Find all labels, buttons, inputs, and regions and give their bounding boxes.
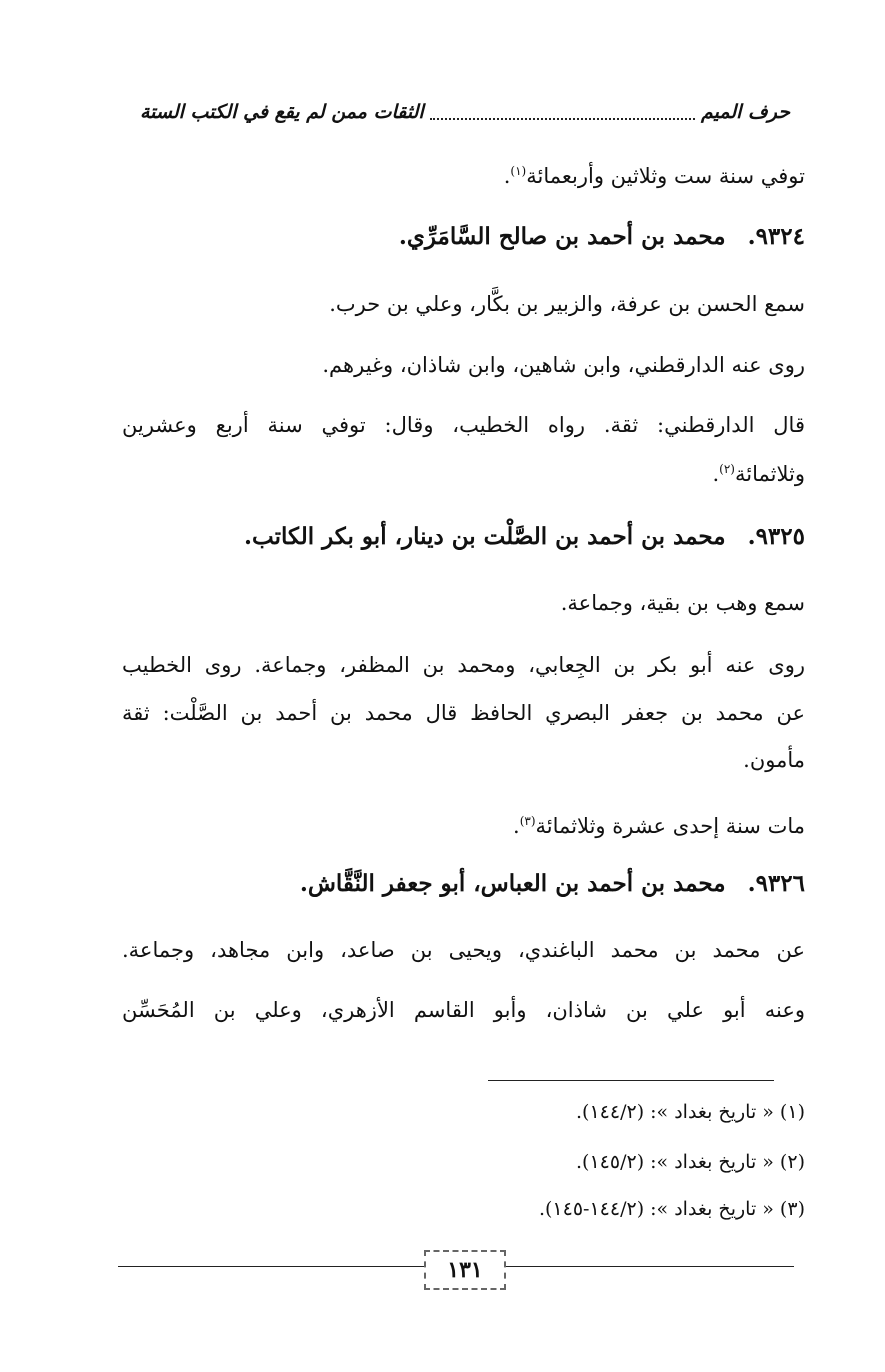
text-line: سمع وهب بن بقية، وجماعة. (560, 591, 805, 615)
text-line: روى عنه أبو بكر بن الجِعابي، ومحمد بن المظفر، وجماعة. روى الخطيب (122, 653, 805, 677)
text-span: وثلاثمائة (734, 462, 805, 486)
footnote: (٣) « تاريخ بغداد »: (١٤٤/٢-١٤٥). (538, 1198, 805, 1220)
text-line (122, 156, 805, 191)
text-line: سمع الحسن بن عرفة، والزبير بن بكَّار، وعلي بن حرب. (329, 292, 805, 316)
entry-number: ٩٣٢٦. (747, 870, 805, 897)
footnote: (١) « تاريخ بغداد »: (١٤٤/٢). (576, 1101, 805, 1123)
text-span: مات سنة إحدى عشرة وثلاثمائة (535, 814, 805, 838)
entry-name: محمد بن أحمد بن صالح السَّامَرِّي. (398, 223, 726, 250)
header-book-title: الثقات ممن لم يقع في الكتب الستة (140, 101, 424, 123)
text-line: قال الدارقطني: ثقة. رواه الخطيب، وقال: توفي سنة أربع وعشرين (122, 413, 805, 437)
header-dot-leader (430, 104, 695, 120)
entry-number: ٩٣٢٤. (747, 223, 805, 250)
entry-heading (122, 520, 805, 554)
period: . (503, 164, 511, 188)
entry-heading (122, 867, 805, 901)
period: . (712, 462, 720, 486)
entry-name: محمد بن أحمد بن العباس، أبو جعفر النَّقَّاش. (299, 870, 726, 897)
footnote: (٢) « تاريخ بغداد »: (١٤٥/٢). (576, 1151, 805, 1173)
footnote-marker: (٢) (719, 462, 735, 476)
text-line (122, 454, 805, 489)
text-line: مأمون. (743, 748, 805, 772)
footnote-marker: (١) (510, 164, 527, 178)
running-header (140, 92, 790, 132)
text-line (122, 806, 805, 841)
entry-heading (122, 220, 805, 254)
text-span: توفي سنة ست وثلاثين وأربعمائة (526, 164, 805, 188)
text-line: عن محمد بن جعفر البصري الحافظ قال محمد بن أحمد بن الصَّلْت: ثقة (122, 701, 805, 725)
period: . (513, 814, 520, 838)
entry-number: ٩٣٢٥. (747, 523, 805, 550)
footnote-marker: (٣) (519, 814, 536, 828)
text-line: وعنه أبو علي بن شاذان، وأبو القاسم الأزهري، وعلي بن المُحَسِّن (122, 998, 805, 1022)
entry-name: محمد بن أحمد بن الصَّلْت بن دينار، أبو بكر الكاتب. (244, 523, 726, 550)
header-chapter-title: حرف الميم (701, 101, 790, 123)
text-line: عن محمد بن محمد الباغندي، ويحيى بن صاعد، وابن مجاهد، وجماعة. (122, 938, 805, 962)
footnote-separator (488, 1080, 774, 1081)
text-line: روى عنه الدارقطني، وابن شاهين، وابن شاذان، وغيرهم. (322, 353, 805, 377)
page-number: ١٣١ (424, 1250, 506, 1290)
